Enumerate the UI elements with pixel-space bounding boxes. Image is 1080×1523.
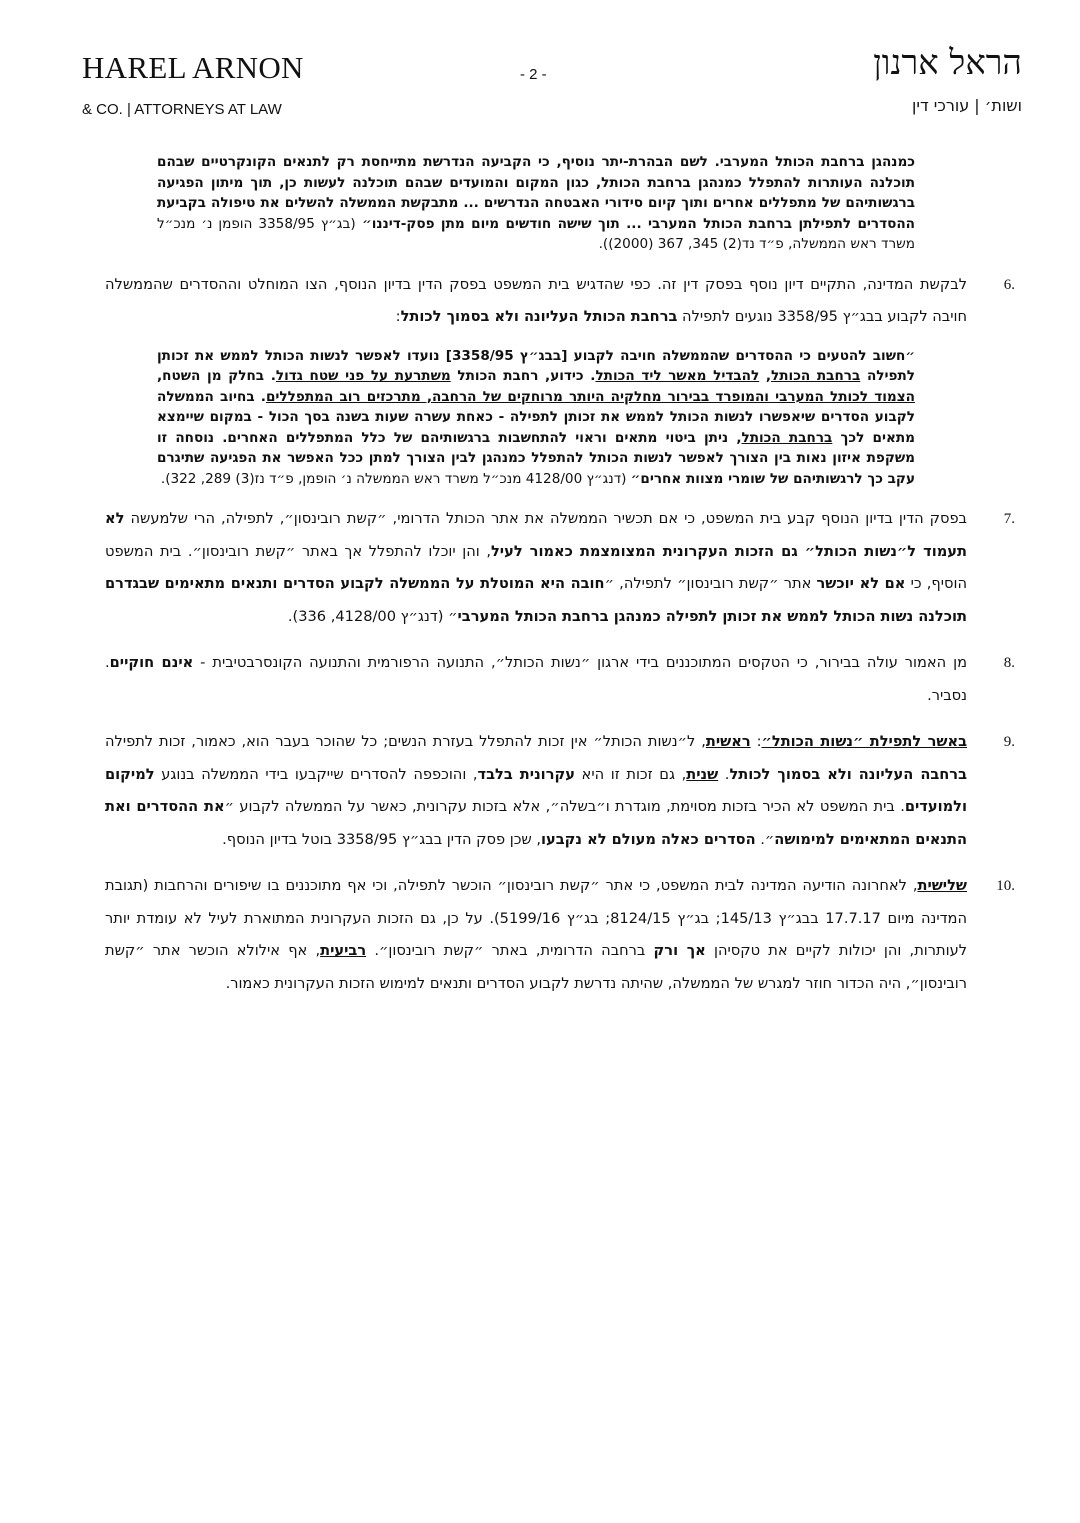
paragraph-number: 8. [1003, 655, 1015, 671]
paragraph-text: . נסביר. [105, 654, 967, 704]
paragraph-underlined: ראשית [705, 733, 751, 750]
paragraph-bold-text: למיקום ולמועדים [105, 765, 968, 815]
paragraph-text: , שכן פסק הדין בבג״ץ 3358/95 בוטל בדיון הנוסף. [222, 830, 542, 848]
quote-text: . בחלק מן השטח, [157, 368, 276, 384]
quote-text: ״חשוב להטעים כי ההסדרים שהממשלה חויבה לקבוע [בבג״ץ 3358/95] נועדו לאפשר לנשות הכותל לממש את זכותן לתפילה [157, 347, 915, 384]
firm-subtitle-english: & CO. | ATTORNEYS AT LAW [82, 101, 282, 118]
paragraph-text: , והן יוכלו להתפלל אך באתר ״קשת רובינסון״. בית המשפט הוסיף, כי [105, 542, 968, 592]
quote-text: , ניתן ביטוי מתאים וראוי להתחשבות ברגשותיהם של כלל המתפללים האחרים. נוסחה זו משקפת איזון נאות בין הצורך לאפשר לנשות הכותל להתפלל כמנהגן לבין הצורך למתן ככל האפשר את הפגיעה שתיגרם עקב כך לרגשותיהם של שומרי מצוות אחרים״ [157, 429, 915, 487]
paragraph-text: לבקשת המדינה, התקיים דיון נוסף בפסק דין זה. כפי שהדגיש בית המשפט בפסק הדין בדיון הנוסף, הצו המוחלט וההסדרים שהממשלה חויבה לקבוע בבג״ץ 3358/95 נוגעים לתפילה [105, 275, 967, 325]
paragraph-bold-text: עקרונית בלבד [477, 765, 575, 783]
paragraph-text: ״ (דנג״ץ 4128/00, 336). [287, 607, 458, 625]
quote-citation: (דנג״ץ 4128/00 מנכ״ל משרד ראש הממשלה נ׳ הופמן, פ״ד נז(3) 289, 322). [160, 470, 631, 487]
paragraph-text: . בית המשפט לא הכיר בזכות מסוימת, מוגדרת ו״בשלה״, אלא בזכות עקרונית, כאשר על הממשלה לקבוע ״ [224, 798, 905, 815]
paragraph-bold-text: הסדרים כאלה מעולם לא נקבעו [541, 830, 756, 848]
page-number: - 2 - [520, 66, 547, 83]
quote-text: , [759, 368, 772, 384]
document-body [105, 152, 1015, 1000]
paragraph-bold-text: חובה היא המוטלת על הממשלה לקבוע הסדרים ותנאים מתאימים שבגדרם תוכלנה נשות הכותל לממש את זכותן לתפילה כמנהגן ברחבת הכותל המערבי [105, 575, 967, 625]
paragraph-text: , והוכפפה להסדרים שייקבעו בידי הממשלה בנוגע [154, 765, 478, 783]
paragraph-text: בפסק הדין בדיון הנוסף קבע בית המשפט, כי אם תכשיר הממשלה את אתר הכותל הדרומי, ״קשת רובינסון״, לתפילה, הרי שלמעשה [124, 510, 967, 527]
quote-underlined: ברחבת הכותל [741, 429, 833, 446]
block-quote-1 [157, 152, 915, 255]
paragraph-number: 7. [1003, 511, 1015, 527]
paragraph-number: 6. [1003, 276, 1015, 293]
quote-underlined: הצמוד לכותל המערבי והמופרד בבירור מחלקיה היותר מרוחקים של הרחבה, מתרכזים רוב המתפללים [265, 388, 915, 405]
paragraph-text: , גם זכות זו היא [574, 765, 687, 783]
quote-text: . בחיוב הממשלה לקבוע הסדרים שיאפשרו לנשות הכותל לממש את זכותן לתפילה - כאחת עשרה שעות בשנה בסך הכול - במקום שיימצא מתאים לכך [157, 388, 916, 446]
firm-name-english: HAREL ARNON [82, 50, 304, 85]
paragraph-number: 9. [1003, 734, 1015, 750]
paragraph-bold-text: ברחבה העליונה ולא בסמוך לכותל [729, 765, 967, 783]
paragraph-heading: באשר לתפילת ״נשות הכותל״ [761, 733, 967, 750]
paragraph-9 [105, 726, 1015, 856]
letterhead-right [873, 43, 1022, 115]
paragraph-text: , לאחרונה הודיעה המדינה לבית המשפט, כי אתר ״קשת רובינסון״ הוכשר לתפילה, וכי אף מתוכננים בו שיפורים והרחבות (תגובת המדינה מיום 17.7.17 בבג״ץ 145/13; בג״ץ 8124/15; בג״ץ 5199/16). על כן, גם הזכות העקרונית המתוארת לעיל לא עומדת יותר לעותרות, והן יכולות לקיים את טקסיהן [105, 877, 967, 959]
paragraph-underlined: שנית [686, 765, 719, 783]
quote-underlined: ברחבת הכותל [771, 368, 861, 384]
paragraph-bold-text: את ההסדרים ואת התנאים המתאימים למימושה [105, 798, 967, 848]
quote-text: כמנהגן ברחבת הכותל המערבי. לשם הבהרת-יתר נוסיף, כי הקביעה הנדרשת מתייחסת רק לתנאים הקונקרטיים שבהם תוכלנה העותרות להתפלל כמנהגן ברחבת הכותל, כגון המקום והמועדים שבהם תוכלנה לעשות כן, תוך מיתון הפגיעה ברגשותיהם של מתפללים אחרים ותוך קיום סידורי האבטחה הנדרשים ... מתבקשת הממשלה להשלים את טיפולה בקביעת ההסדרים לתפילתן ברחבת הכותל המערבי ... תוך שישה חודשים מיום מתן פסק-דיננו״ [157, 154, 916, 232]
paragraph-8 [105, 647, 1015, 712]
paragraph-text: ״. [755, 830, 775, 848]
quote-citation: (בג״ץ 3358/95 הופמן נ׳ מנכ״ל משרד ראש הממשלה, פ״ד נד(2) 345, 367 (2000)). [157, 215, 915, 252]
paragraph-text: , ל״נשות הכותל״ אין זכות להתפלל בעזרת הנשים; כל שהוכר בעבר הוא, כאמור, זכות לתפילה [105, 733, 706, 750]
paragraph-bold-text: אינם חוקיים [109, 654, 194, 671]
paragraph-text: אתר ״קשת רובינסון״ לתפילה, ״ [604, 575, 817, 592]
paragraph-number: 10. [996, 878, 1015, 894]
quote-text: . כידוע, רחבת הכותל [450, 368, 596, 384]
paragraph-10 [105, 870, 1015, 1000]
paragraph-text: , אף אילולא הוכשר אתר ״קשת רובינסון״, היה הכדור חוזר למגרש של הממשלה, שהיתה נדרשת לקבוע הסדרים ותנאים למימוש הזכות העקרונית כאמור. [105, 942, 967, 992]
paragraph-text: מן האמור עולה בבירור, כי הטקסים המתוכננים בידי ארגון ״נשות הכותל״, התנועה הרפורמית והתנועה הקונסרבטיבית - [193, 654, 967, 671]
paragraph-text: . [718, 765, 730, 783]
paragraph-text: : [750, 733, 762, 750]
paragraph-6 [105, 269, 1015, 334]
paragraph-bold-text: ברחבת הכותל העליונה ולא בסמוך לכותל [400, 308, 678, 325]
paragraph-bold-text: לא תעמוד ל״נשות הכותל״ גם הזכות העקרונית המצומצמת כאמור לעיל [105, 510, 967, 560]
paragraph-bold-text: אם לא יוכשר [816, 575, 906, 592]
firm-subtitle-hebrew: ושות׳ | עורכי דין [912, 96, 1022, 115]
firm-name-hebrew: הראל ארנון [873, 43, 1022, 83]
quote-underlined: משתרעת על פני שטח גדול [275, 368, 451, 384]
letterhead-left [82, 52, 304, 118]
paragraph-underlined: שלישית [917, 877, 967, 894]
paragraph-7 [105, 503, 1015, 633]
paragraph-underlined: רביעית [320, 942, 367, 959]
paragraph-bold-text: אך ורק [653, 942, 706, 959]
quote-underlined: להבדיל מאשר ליד הכותל [595, 368, 760, 384]
paragraph-text: : [395, 308, 401, 325]
paragraph-text: ברחבה הדרומית, באתר ״קשת רובינסון״. [366, 942, 654, 959]
block-quote-2 [157, 346, 915, 490]
